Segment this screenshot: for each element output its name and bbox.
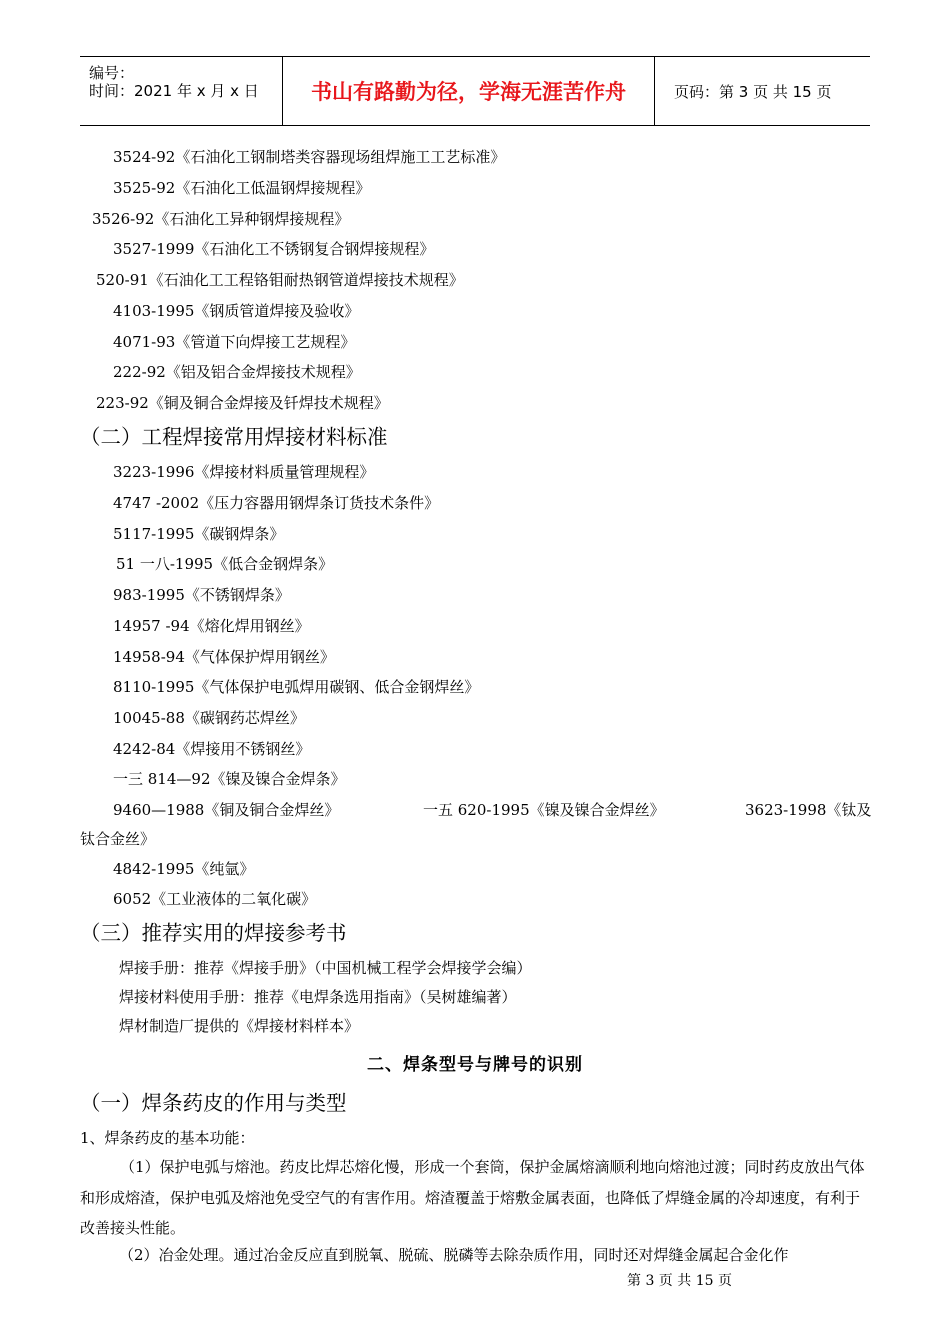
body-paragraph: （1）保护电弧与熔池。药皮比焊芯熔化慢，形成一个套筒，保护金属熔滴顺利地向熔池过渡；同时药皮放出气体和形成熔渣，保护电弧及熔池免受空气的有害作用。熔渣覆盖于熔敷金属表面，也降低了焊缝金属的冷却速度，有利于改善接头性能。 (80, 1158, 865, 1237)
standard-item: 520-91《石油化工工程铬钼耐热钢管道焊接技术规程》 (96, 271, 464, 289)
page-info-text: 页码：第 3 页 共 15 页 (674, 82, 832, 101)
reference-book-item: 焊接手册：推荐《焊接手册》（中国机械工程学会焊接学会编） (119, 959, 532, 977)
standard-item: 4071-93《管道下向焊接工艺规程》 (113, 333, 356, 351)
header-left-cell (80, 57, 283, 125)
body-paragraph: （2）冶金处理。通过冶金反应直到脱氧、脱硫、脱磷等去除杂质作用，同时还对焊缝金属起合金化作 (119, 1246, 789, 1264)
material-standard-item: 4842-1995《纯氩》 (113, 860, 255, 878)
standard-item: 3527-1999《石油化工不锈钢复合钢焊接规程》 (113, 240, 435, 258)
material-standard-item: 14958-94《气体保护焊用钢丝》 (113, 648, 335, 666)
material-standard-item: 51 一八-1995《低合金钢焊条》 (116, 555, 334, 573)
material-standard-item: 一三 814—92《镍及镍合金焊条》 (113, 770, 346, 788)
chapter-title: 二、焊条型号与牌号的识别 (367, 1055, 583, 1075)
standard-item: 223-92《铜及铜合金焊接及钎焊技术规程》 (96, 394, 389, 412)
section-heading: （一）焊条药皮的作用与类型 (80, 1091, 347, 1115)
material-standard-item: 一五 620-1995《镍及镍合金焊丝》 (423, 801, 665, 819)
sub-heading: 1、焊条药皮的基本功能： (80, 1129, 255, 1147)
material-standard-item: 4747 -2002《压力容器用钢焊条订货技术条件》 (113, 494, 440, 512)
standard-item: 3526-92《石油化工异种钢焊接规程》 (92, 210, 350, 228)
material-standard-item: 钛合金丝》 (80, 830, 156, 848)
section-heading: （三）推荐实用的焊接参考书 (80, 921, 347, 945)
reference-book-item: 焊接材料使用手册：推荐《电焊条选用指南》（吴树雄编著） (119, 988, 517, 1006)
document-number-label: 编号： (89, 64, 135, 82)
page-footer: 第 3 页 共 15 页 (627, 1273, 732, 1289)
material-standard-item: 4242-84《焊接用不锈钢丝》 (113, 740, 311, 758)
material-standard-item: 5117-1995《碳钢焊条》 (113, 525, 285, 543)
material-standard-item: 10045-88《碳钢药芯焊丝》 (113, 709, 305, 727)
page-header (80, 56, 870, 126)
header-motto: 书山有路勤为径，学海无涯苦作舟 (283, 57, 655, 125)
material-standard-item: 14957 -94《熔化焊用钢丝》 (113, 617, 310, 635)
material-standard-item: 9460—1988《铜及铜合金焊丝》 (113, 801, 340, 819)
material-standard-item: 983-1995《不锈钢焊条》 (113, 586, 290, 604)
header-page-info (663, 57, 870, 125)
material-standard-item: 3223-1996《焊接材料质量管理规程》 (113, 463, 375, 481)
document-time-label: 时间：2021 年 x 月 x 日 (89, 82, 259, 100)
reference-book-item: 焊材制造厂提供的《焊接材料样本》 (119, 1017, 360, 1035)
material-standard-item: 6052《工业液体的二氧化碳》 (113, 890, 317, 908)
standard-item: 3525-92《石油化工低温钢焊接规程》 (113, 179, 371, 197)
section-heading: （二）工程焊接常用焊接材料标准 (80, 425, 388, 449)
material-standard-item: 8110-1995《气体保护电弧焊用碳钢、低合金钢焊丝》 (113, 678, 480, 696)
material-standard-item: 3623-1998《钛及 (745, 801, 872, 819)
standard-item: 3524-92《石油化工钢制塔类容器现场组焊施工工艺标准》 (113, 148, 506, 166)
standard-item: 222-92《铝及铝合金焊接技术规程》 (113, 363, 361, 381)
standard-item: 4103-1995《钢质管道焊接及验收》 (113, 302, 360, 320)
